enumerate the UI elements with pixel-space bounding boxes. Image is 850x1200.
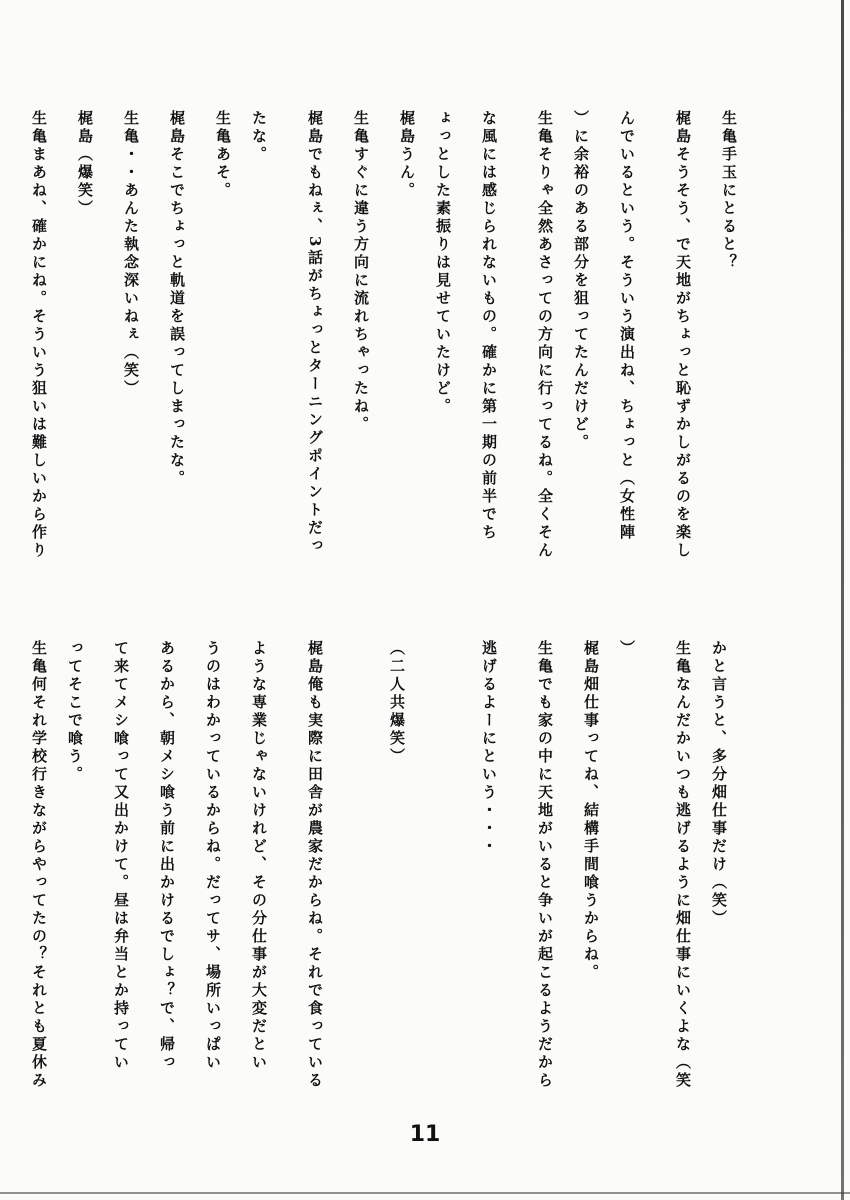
dialogue-line — [144, 640, 190, 1110]
speaker-name: 梶島 — [168, 110, 186, 146]
dialogue-line — [512, 640, 558, 1110]
speaker-name: 梶島 — [306, 640, 324, 676]
speaker-name: 梶島 — [398, 110, 416, 146]
dialogue-line — [466, 640, 512, 1110]
dialogue-line — [236, 640, 282, 1110]
dialogue-line — [282, 640, 328, 1110]
dialogue-line — [52, 640, 98, 1110]
line-text: あるから、朝メシ喰う前に出かけるでしょ？で、帰っ — [158, 640, 176, 1072]
line-text: あそ。 — [214, 146, 232, 200]
line-text: ・・あんた執念深いねぇ（笑） — [122, 146, 140, 398]
speaker-name: 梶島 — [674, 110, 692, 146]
line-text: 何それ学校行きながらやってたの？それとも夏休み — [30, 676, 48, 1090]
dialogue-line — [374, 640, 420, 1110]
dialogue-line — [558, 110, 604, 600]
line-text: すぐに違う方向に流れちゃったね。 — [352, 146, 370, 434]
line-text: て来てメシ喰って又出かけて。昼は弁当とか持ってい — [112, 640, 130, 1072]
dialogue-line — [650, 640, 696, 1110]
line-text: ょっとした素振りは見せていたけど。 — [434, 110, 452, 416]
dialogue-line — [420, 640, 466, 1110]
dialogue-line — [328, 640, 374, 1110]
line-text: んでいるという。そういう演出ね、ちょっと（女性陣 — [618, 110, 636, 542]
dialogue-line — [466, 110, 512, 600]
line-text: （二人共爆笑） — [388, 640, 406, 766]
dialogue-line — [696, 640, 742, 1110]
line-text: な風には感じられないもの。確かに第一期の前半でち — [480, 110, 498, 542]
line-text: ような専業じゃないけれど、その分仕事が大変だとい — [250, 640, 268, 1072]
dialogue-line — [98, 110, 144, 600]
page-edge-right — [841, 0, 844, 1200]
dialogue-line — [144, 110, 190, 600]
speaker-name: 生亀 — [536, 110, 554, 146]
dialogue-line — [52, 110, 98, 600]
dialogue-line — [328, 110, 374, 600]
page-edge-bottom — [0, 1192, 850, 1194]
line-text: そりゃ全然あさっての方向に行ってるね。全くそん — [536, 146, 554, 560]
dialogue-line — [604, 640, 650, 1110]
dialogue-line — [420, 110, 466, 600]
line-text: かと言うと、多分畑仕事だけ（笑） — [710, 640, 728, 928]
speaker-name: 生亀 — [352, 110, 370, 146]
dialogue-line — [236, 110, 282, 600]
line-text: 俺も実際に田舎が農家だからね。それで食っている — [306, 676, 324, 1090]
line-text: まあね、確かにね。そういう狙いは難しいから作り — [30, 146, 48, 560]
speaker-name: 生亀 — [674, 640, 692, 676]
dialogue-line — [190, 640, 236, 1110]
dialogue-line — [512, 110, 558, 600]
line-text: （爆笑） — [76, 146, 94, 218]
line-text: そこでちょっと軌道を誤ってしまったな。 — [168, 146, 186, 488]
speaker-name: 梶島 — [306, 110, 324, 146]
speaker-name: 梶島 — [76, 110, 94, 146]
dialogue-line — [6, 640, 52, 1110]
line-text: ） — [618, 640, 636, 658]
line-text: なんだかいつも逃げるように畑仕事にいくよな（笑 — [674, 676, 692, 1090]
speaker-name: 生亀 — [30, 110, 48, 146]
line-text: 畑仕事ってね、結構手間喰うからね。 — [582, 676, 600, 982]
dialogue-line — [558, 640, 604, 1110]
dialogue-line — [190, 110, 236, 600]
line-text: 手玉にとると？ — [720, 146, 738, 272]
line-text: うのはわかっているからね。だってサ、場所いっぱい — [204, 640, 222, 1072]
line-text: たな。 — [250, 110, 268, 164]
speaker-name: 生亀 — [214, 110, 232, 146]
dialogue-block-bottom — [30, 640, 742, 1110]
page-number: 11 — [409, 1122, 441, 1147]
line-text: ）に余裕のある部分を狙ってたんだけど。 — [572, 110, 590, 452]
speaker-name: 生亀 — [720, 110, 738, 146]
dialogue-line — [6, 110, 52, 600]
line-text: 逃げるよーにという・・・ — [480, 640, 498, 856]
line-text: でもねぇ、3話がちょっとターニングポイントだっ — [306, 146, 324, 556]
dialogue-line — [0, 110, 6, 600]
line-text: でも家の中に天地がいると争いが起こるようだから — [536, 676, 554, 1090]
speaker-name: 生亀 — [122, 110, 140, 146]
dialogue-line — [604, 110, 650, 600]
dialogue-line — [696, 110, 742, 600]
speaker-name: 生亀 — [536, 640, 554, 676]
dialogue-block-top — [30, 110, 742, 600]
line-text: うん。 — [398, 146, 416, 200]
line-text: そうそう、で天地がちょっと恥ずかしがるのを楽し — [674, 146, 692, 560]
speaker-name: 生亀 — [30, 640, 48, 676]
dialogue-line — [98, 640, 144, 1110]
dialogue-line — [650, 110, 696, 600]
dialogue-line — [374, 110, 420, 600]
dialogue-line — [282, 110, 328, 600]
line-text: ってそこで喰う。 — [66, 640, 84, 784]
speaker-name: 梶島 — [582, 640, 600, 676]
